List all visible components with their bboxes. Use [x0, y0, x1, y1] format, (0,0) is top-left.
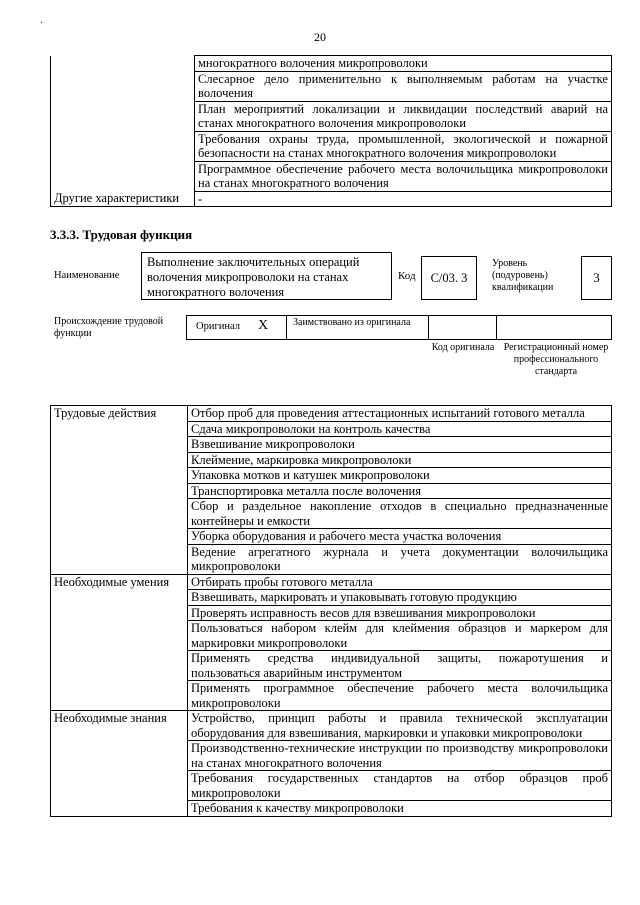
- table-row: [51, 711, 612, 741]
- origin-label: Происхождение трудовой функции: [54, 316, 164, 339]
- row-value: План мероприятий локализации и ликвидации последствий аварий на станах многократного волочения микропроволоки: [195, 101, 612, 131]
- table-row: [51, 574, 612, 590]
- group-item: Клеймение, маркировка микропроволоки: [188, 452, 612, 468]
- row-value: Требования охраны труда, промышленной, экологической и пожарной безопасности на станах многократного волочения микропроволоки: [195, 131, 612, 161]
- group-label: Необходимые знания: [51, 711, 188, 817]
- main-table: [50, 405, 612, 817]
- section-title: 3.3.3. Трудовая функция: [50, 227, 193, 242]
- borrowed-label: Заимствовано из оригинала: [293, 317, 411, 328]
- group-label: Необходимые умения: [51, 574, 188, 711]
- registration-number-caption: Регистрационный номер профессионального стандарта: [503, 342, 609, 377]
- group-item: Взвешивать, маркировать и упаковывать готовую продукцию: [188, 590, 612, 606]
- top-mark: ·: [40, 18, 44, 29]
- group-item: Проверять исправность весов для взвешивания микропроволоки: [188, 605, 612, 621]
- row-value: Слесарное дело применительно к выполняемым работам на участке волочения: [195, 71, 612, 101]
- table-row: [51, 71, 612, 101]
- group-item: Ведение агрегатного журнала и учета документации волочильщика микропроволоки: [188, 544, 612, 574]
- group-item: Производственно-технические инструкции по производству микропроволоки на станах многократного волочения: [188, 741, 612, 771]
- function-name: Выполнение заключительных операций волочения микропроволоки на станах многократного волочения: [141, 252, 392, 300]
- group-item: Требования государственных стандартов на отбор образцов проб микропроволоки: [188, 771, 612, 801]
- group-item: Отбирать пробы готового металла: [188, 574, 612, 590]
- group-item: Отбор проб для проведения аттестационных испытаний готового металла: [188, 406, 612, 422]
- code-original-caption: Код оригинала: [431, 342, 495, 353]
- table-row: [51, 161, 612, 191]
- group-item: Пользоваться набором клейм для клеймения образцов и маркером для маркировки микропроволоки: [188, 621, 612, 651]
- table-row: [51, 131, 612, 161]
- qualification-level: 3: [581, 256, 612, 300]
- group-item: Требования к качеству микропроволоки: [188, 801, 612, 817]
- group-item: Упаковка мотков и катушек микропроволоки: [188, 468, 612, 484]
- group-item: Уборка оборудования и рабочего места участка волочения: [188, 529, 612, 545]
- row-value: Программное обеспечение рабочего места волочильщика микропроволоки на станах многократного волочения: [195, 161, 612, 191]
- table-row: [51, 56, 612, 72]
- row-label: [51, 71, 195, 101]
- row-label: [51, 101, 195, 131]
- row-label: [51, 161, 195, 191]
- name-label: Наименование: [54, 270, 120, 281]
- table-row: [51, 191, 612, 207]
- table-row: [51, 101, 612, 131]
- original-label: Оригинал: [196, 321, 240, 332]
- row-label: Другие характеристики: [51, 191, 195, 207]
- function-code: C/03. 3: [421, 256, 477, 300]
- code-label: Код: [398, 270, 416, 282]
- row-label: [51, 56, 195, 72]
- page-number: 20: [314, 30, 326, 44]
- group-item: Применять средства индивидуальной защиты, пожаротушения и пользоваться аварийным инструментом: [188, 651, 612, 681]
- group-item: Устройство, принцип работы и правила технической эксплуатации оборудования для взвешивания, маркировки и упаковки микропроволоки: [188, 711, 612, 741]
- level-label: Уровень (подуровень) квалификации: [492, 258, 554, 293]
- group-item: Сбор и раздельное накопление отходов в специально предназначенные контейнеры и емкости: [188, 499, 612, 529]
- group-item: Сдача микропроволоки на контроль качества: [188, 421, 612, 437]
- row-value: -: [195, 191, 612, 207]
- group-label: Трудовые действия: [51, 406, 188, 575]
- original-mark: X: [258, 318, 269, 333]
- row-label: [51, 131, 195, 161]
- top-table: [50, 55, 612, 207]
- group-item: Применять программное обеспечение рабочего места волочильщика микропроволоки: [188, 681, 612, 711]
- group-item: Взвешивание микропроволоки: [188, 437, 612, 453]
- table-row: [51, 406, 612, 422]
- row-value: многократного волочения микропроволоки: [195, 56, 612, 72]
- group-item: Транспортировка металла после волочения: [188, 483, 612, 499]
